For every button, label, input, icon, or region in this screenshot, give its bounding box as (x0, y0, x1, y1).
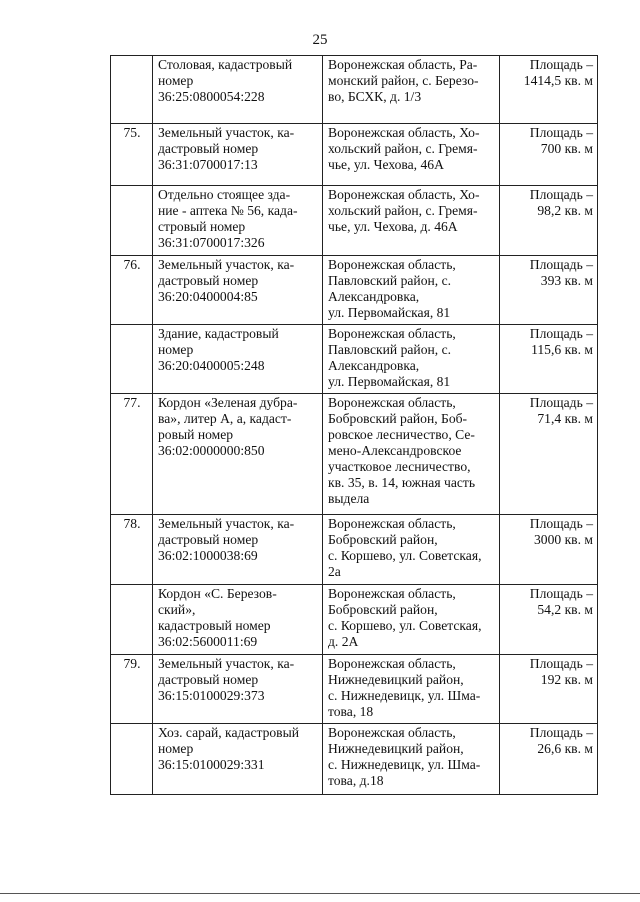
page-number: 25 (312, 32, 328, 48)
table-row (111, 186, 598, 256)
object-description: Здание, кадастровый номер 36:20:0400005:248 (153, 325, 323, 394)
object-address: Воронежская область, Нижнедевицкий район, с. Нижнедевицк, ул. Шма- това, 18 (323, 655, 500, 724)
object-area: Площадь – 26,6 кв. м (500, 724, 598, 795)
object-description: Отдельно стоящее зда- ние - аптека № 56, када- стровый номер 36:31:0700017:326 (153, 186, 323, 256)
table-row (111, 394, 598, 515)
object-area: Площадь – 393 кв. м (500, 256, 598, 325)
object-area: Площадь – 1414,5 кв. м (500, 56, 598, 124)
row-number (111, 325, 153, 394)
object-description: Кордон «С. Березов- ский», кадастровый номер 36:02:5600011:69 (153, 585, 323, 655)
row-number (111, 56, 153, 124)
object-area: Площадь – 115,6 кв. м (500, 325, 598, 394)
table-row (111, 256, 598, 325)
table-row (111, 585, 598, 655)
object-address: Воронежская область, Бобровский район, Боб- ровское лесничество, Се- мено-Александровское участковое лесничество, кв. 35, в. 14, южная часть выдела (323, 394, 500, 515)
object-description: Кордон «Зеленая дубра- ва», литер А, а, кадаст- ровый номер 36:02:0000000:850 (153, 394, 323, 515)
row-number: 79. (111, 655, 153, 724)
row-number: 75. (111, 124, 153, 186)
table-row (111, 124, 598, 186)
object-address: Воронежская область, Павловский район, с. Александровка, ул. Первомайская, 81 (323, 325, 500, 394)
object-area: Площадь – 54,2 кв. м (500, 585, 598, 655)
object-address: Воронежская область, Ра- монский район, с. Березо- во, БСХК, д. 1/3 (323, 56, 500, 124)
object-area: Площадь – 3000 кв. м (500, 515, 598, 585)
bottom-divider (0, 893, 640, 894)
property-table (110, 55, 598, 795)
object-area: Площадь – 98,2 кв. м (500, 186, 598, 256)
row-number: 76. (111, 256, 153, 325)
row-number (111, 724, 153, 795)
object-area: Площадь – 71,4 кв. м (500, 394, 598, 515)
table-row (111, 655, 598, 724)
object-address: Воронежская область, Хо- хольский район, с. Гремя- чье, ул. Чехова, д. 46А (323, 186, 500, 256)
object-description: Земельный участок, ка- дастровый номер 36:15:0100029:373 (153, 655, 323, 724)
object-description: Земельный участок, ка- дастровый номер 36:31:0700017:13 (153, 124, 323, 186)
object-description: Земельный участок, ка- дастровый номер 36:20:0400004:85 (153, 256, 323, 325)
row-number: 78. (111, 515, 153, 585)
row-number (111, 186, 153, 256)
object-area: Площадь – 700 кв. м (500, 124, 598, 186)
object-address: Воронежская область, Бобровский район, с. Коршево, ул. Советская, 2а (323, 515, 500, 585)
object-description: Земельный участок, ка- дастровый номер 36:02:1000038:69 (153, 515, 323, 585)
row-number (111, 585, 153, 655)
object-address: Воронежская область, Нижнедевицкий район, с. Нижнедевицк, ул. Шма- това, д.18 (323, 724, 500, 795)
object-address: Воронежская область, Павловский район, с. Александровка, ул. Первомайская, 81 (323, 256, 500, 325)
table-row (111, 325, 598, 394)
object-area: Площадь – 192 кв. м (500, 655, 598, 724)
object-address: Воронежская область, Бобровский район, с. Коршево, ул. Советская, д. 2А (323, 585, 500, 655)
table-row (111, 724, 598, 795)
object-description: Хоз. сарай, кадастровый номер 36:15:0100029:331 (153, 724, 323, 795)
row-number: 77. (111, 394, 153, 515)
table-row (111, 515, 598, 585)
object-address: Воронежская область, Хо- хольский район, с. Гремя- чье, ул. Чехова, 46А (323, 124, 500, 186)
table-row (111, 56, 598, 124)
object-description: Столовая, кадастровый номер 36:25:0800054:228 (153, 56, 323, 124)
